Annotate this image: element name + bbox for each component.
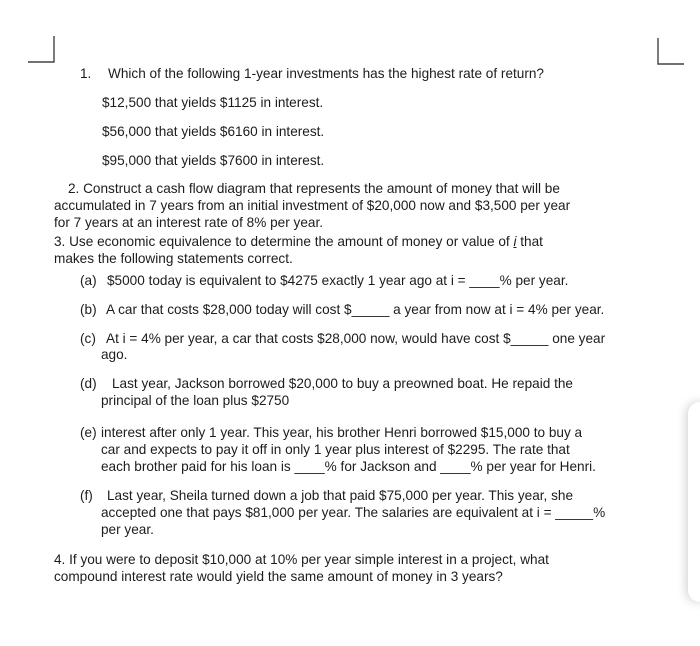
part-b-label: (b) — [80, 302, 97, 317]
corner-mark-top-right — [650, 36, 690, 70]
part-d-label: (d) — [80, 376, 97, 391]
part-c-label: (c) — [80, 331, 96, 346]
part-a-text: $5000 today is equivalent to $4275 exactly 1 year ago at i = ____% per year. — [107, 273, 569, 288]
q3-line-1-end: that — [516, 234, 543, 249]
part-e-line-3: each brother paid for his loan is ____% for Jackson and ____% per year for Henri. — [101, 459, 596, 474]
part-c-line-2: ago. — [101, 347, 128, 362]
part-e-line-2: car and expects to pay it off in only 1 year plus interest of $2295. The rate that — [101, 442, 570, 457]
part-f-line-1: Last year, Sheila turned down a job that paid $75,000 per year. This year, she — [107, 488, 574, 503]
part-e-line-1: interest after only 1 year. This year, his brother Henri borrowed $15,000 to buy a — [101, 425, 583, 440]
part-f-line-3: per year. — [101, 522, 154, 537]
q1-option-1: $12,500 that yields $1125 in interest. — [102, 95, 324, 110]
q1-number: 1. — [80, 66, 92, 81]
q3-line-1 — [54, 234, 543, 250]
part-e-label: (e) — [80, 425, 97, 440]
part-f-label: (f) — [80, 488, 93, 503]
part-c-line-1: At i = 4% per year, a car that costs $28,000 now, would have cost $_____ one year — [106, 331, 606, 346]
q3-variable-i: i — [513, 234, 517, 249]
scroll-edge-panel — [688, 402, 700, 602]
part-d-line-1: Last year, Jackson borrowed $20,000 to buy a preowned boat. He repaid the — [112, 376, 573, 391]
q2-line-1: 2. Construct a cash flow diagram that represents the amount of money that will be — [68, 181, 560, 196]
part-f-line-2: accepted one that pays $81,000 per year. The salaries are equivalent at i = _____% — [101, 505, 606, 520]
q4-line-2: compound interest rate would yield the same amount of money in 3 years? — [54, 569, 503, 584]
part-d-line-2: principal of the loan plus $2750 — [101, 393, 290, 408]
q4-line-1: 4. If you were to deposit $10,000 at 10% per year simple interest in a project, what — [54, 552, 549, 567]
q2-line-2: accumulated in 7 years from an initial investment of $20,000 now and $3,500 per year — [54, 198, 571, 213]
corner-mark-top-left — [20, 32, 60, 66]
q3-line-1-text: 3. Use economic equivalence to determine the amount of money or value of — [54, 234, 514, 249]
part-a-label: (a) — [80, 273, 97, 288]
part-b-text: A car that costs $28,000 today will cost $_____ a year from now at i = 4% per year. — [106, 302, 605, 317]
q1-option-2: $56,000 that yields $6160 in interest. — [102, 124, 325, 139]
q2-line-3: for 7 years at an interest rate of 8% per year. — [54, 215, 323, 230]
q1-option-3: $95,000 that yields $7600 in interest. — [102, 153, 325, 168]
q3-line-2: makes the following statements correct. — [54, 251, 293, 266]
q1-question-text: Which of the following 1-year investments has the highest rate of return? — [108, 66, 544, 81]
